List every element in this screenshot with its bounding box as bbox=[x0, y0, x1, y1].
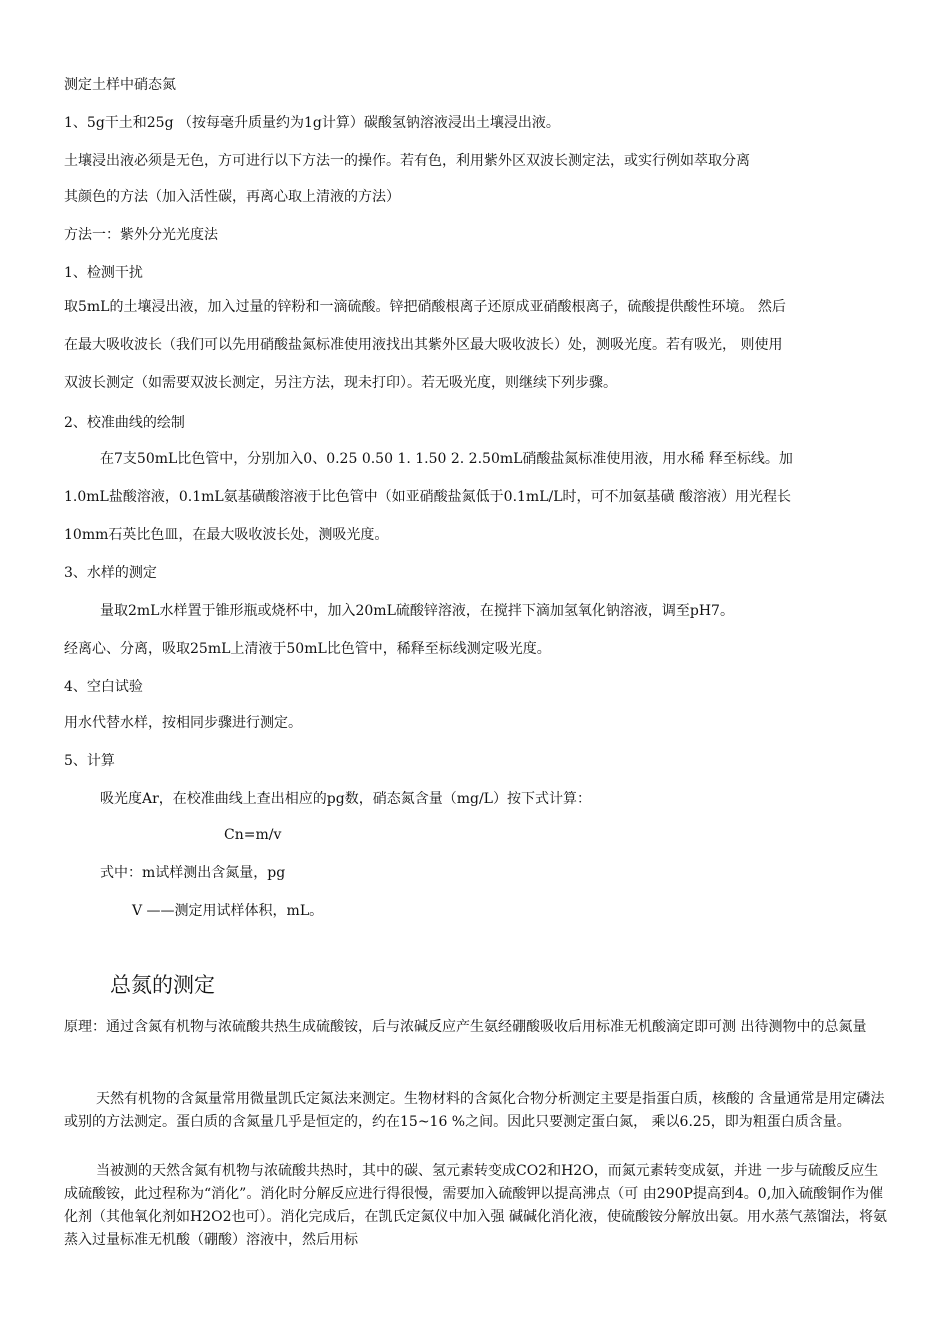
method-heading: 方法一：紫外分光光度法 bbox=[64, 227, 218, 243]
step-heading: 4、空白试验 bbox=[64, 679, 143, 695]
step-heading: 2、校准曲线的绘制 bbox=[64, 415, 185, 431]
section-title-total-nitrogen: 总氮的测定 bbox=[110, 973, 215, 997]
step-heading: 1、检测干扰 bbox=[64, 265, 143, 281]
text-line: 式中：m试样测出含氮量，pg bbox=[100, 865, 286, 881]
text-line: 其颜色的方法（加入活性碳，再离心取上清液的方法） bbox=[64, 189, 400, 205]
text-line: 在7支50mL比色管中，分别加入0、0.25 0.50 1. 1.50 2. 2.50mL硝酸盐氮标准使用液，用水稀 释至标线。加 bbox=[100, 451, 793, 467]
text-line: 1、5g干土和25g （按每毫升质量约为1g计算）碳酸氢钠溶液浸出土壤浸出液。 bbox=[64, 115, 560, 131]
text-line: 双波长测定（如需要双波长测定，另注方法，现未打印）。若无吸光度，则继续下列步骤。 bbox=[64, 375, 617, 391]
formula: Cn=m/v bbox=[224, 827, 282, 843]
paragraph: 当被测的天然含氮有机物与浓硫酸共热时，其中的碳、氢元素转变成CO2和H2O，而氮元素转变成氨，并进 一步与硫酸反应生成硫酸铵，此过程称为“消化”。消化时分解反应进行得很慢，需要加入硫酸钾以提高沸点（可 由290P提高到4。0,加入硫酸铜作为催化剂（其他氧化剂如H2O2也可）。消化完成后，在凯氏定氮仪中加入强 碱碱化消化液，使硫酸铵分解放出氨。用水蒸气蒸馏法，将氨蒸入过量标准无机酸（硼酸）溶液中，然后用标 bbox=[64, 1163, 887, 1248]
section-title-nitrate: 测定土样中硝态氮 bbox=[64, 77, 176, 93]
paragraph: 天然有机物的含氮量常用微量凯氏定氮法来测定。生物材料的含氮化合物分析测定主要是指蛋白质，核酸的 含量通常是用定磷法或别的方法测定。蛋白质的含氮量几乎是恒定的，约在15~16 %之间。因此只要测定蛋白氮， 乘以6.25，即为粗蛋白质含量。 bbox=[64, 1091, 885, 1130]
step-heading: 3、水样的测定 bbox=[64, 565, 157, 581]
text-line: 1.0mL盐酸溶液，0.1mL氨基磺酸溶液于比色管中（如亚硝酸盐氮低于0.1mL/L时，可不加氨基磺 酸溶液）用光程长 bbox=[64, 489, 791, 505]
text-line: 量取2mL水样置于锥形瓶或烧杯中，加入20mL硫酸锌溶液，在搅拌下滴加氢氧化钠溶液，调至pH7。 bbox=[100, 603, 734, 619]
principle-paragraph: 原理：通过含氮有机物与浓硫酸共热生成硫酸铵，后与浓碱反应产生氨经硼酸吸收后用标准无机酸滴定即可测 出待测物中的总氮量 bbox=[64, 1019, 867, 1035]
text-line: V ——测定用试样体积，mL。 bbox=[132, 903, 324, 919]
text-line: 用水代替水样，按相同步骤进行测定。 bbox=[64, 715, 302, 731]
text-line: 在最大吸收波长（我们可以先用硝酸盐氮标准使用液找出其紫外区最大吸收波长）处，测吸光度。若有吸光， 则使用 bbox=[64, 337, 783, 353]
text-line: 经离心、分离，吸取25mL上清液于50mL比色管中，稀释至标线测定吸光度。 bbox=[64, 641, 551, 657]
step-heading: 5、计算 bbox=[64, 753, 115, 769]
text-line: 10mm石英比色皿，在最大吸收波长处，测吸光度。 bbox=[64, 527, 389, 543]
text-line: 吸光度Ar，在校准曲线上查出相应的pg数，硝态氮含量（mg/L）按下式计算： bbox=[100, 791, 591, 807]
text-line: 取5mL的土壤浸出液，加入过量的锌粉和一滴硫酸。锌把硝酸根离子还原成亚硝酸根离子，硫酸提供酸性环境。 然后 bbox=[64, 299, 786, 315]
text-line: 土壤浸出液必须是无色，方可进行以下方法一的操作。若有色，利用紫外区双波长测定法，或实行例如萃取分离 bbox=[64, 153, 750, 169]
